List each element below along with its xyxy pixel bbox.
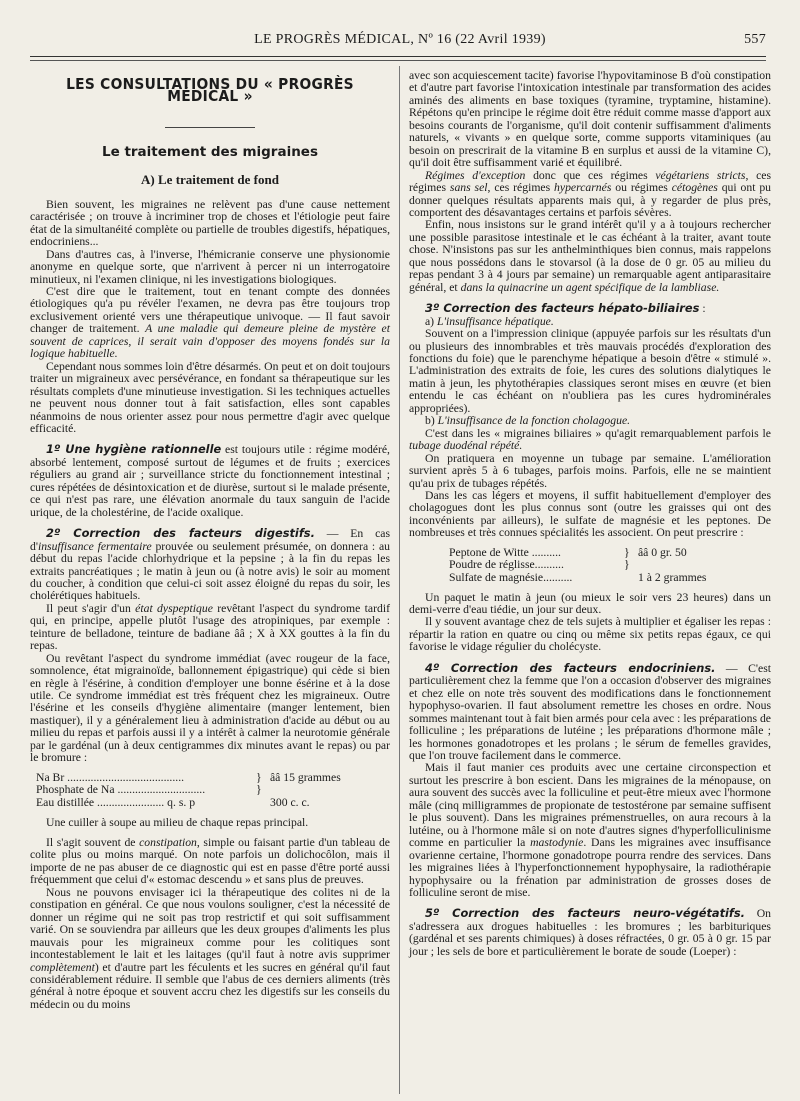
paragraph: On pratiquera en moyenne un tubage par semaine. L'amélioration survient après 5 à 6 tubages, parfois moins. Parfois, elle ne se maintient qu'au prix de tubages répétés. [409, 451, 771, 490]
journal-title: LE PROGRÈS MÉDICAL, Nº 16 (22 Avril 1939) [254, 32, 546, 47]
section-digestive: 2º Correction des facteurs digestifs. — En cas d'insuffisance fermentaire prouvée ou seulement présumée, on donnera : au début du repas l'acide chlorhydrique et la pepsine ; à la fin du repas les extraits pancréatiques ; le matin à jeun ou (à notre avis) le soir au moment du coucher, à condition que celui-ci soit assez éloigné du repas du soir, les cholérétiques habituels. [30, 526, 390, 603]
formula-row: Eau distillée ....................... q. s. p 300 c. c. [36, 795, 310, 809]
paragraph: Nous ne pouvons envisager ici la thérapeutique des colites ni de la constipation en général. Ce que nous voulons souligner, c'est la nécessité de donner un régime qui ne soit pas trop restrictif et qui soit suffisamment varié. On se souviendra par ailleurs que les deux groupes d'aliments les plus mauvais pour les migraineux comme pour les colitiques sont incontestablement le lait et les laitages (qu'il faut à notre avis supprimer complètement) et d'autre part les féculents et les sucres en général qu'il faut considérablement réduire. Il semble que l'abus de ces derniers aliments (très général à notre époque et souvent accru chez les digestifs sur les conseils du médecin ou du moins [30, 885, 390, 1011]
section-heading: 2º Correction des facteurs digestifs. [46, 526, 315, 541]
banner-rule [165, 127, 255, 128]
prescription-formula [36, 772, 366, 810]
formula-row: Peptone de Witte .......... } ââ 0 gr. 50 [449, 545, 687, 559]
paragraph: C'est dire que le traitement, tout en tenant compte des données étiologiques qu'a pu révéler l'examen, ne devra pas être toujours trop exclusivement orienté vers une thérapeutique univoque. — Il faut savoir changer de traitement. A une maladie qui demeure pleine de mystère et souvent de caprices, il serait vain d'opposer des moyens fondés sur la logique habituelle. [30, 284, 390, 361]
paragraph: Ou revêtant l'aspect du syndrome immédiat (avec rougeur de la face, somnolence, état migrainoïde, ballonnement épigastrique) qui cède si bien en règle à l'ésérine, à condition d'employer une bonne ésérine et à la dose utile. Ce syndrome immédiat est très fréquent chez les migraineux. Outre l'ésérine et les conseils d'hygiène alimentaire (manger lentement, bien mastiquer), il y a généralement lieu à administration d'acide au début ou au milieu du repas et parfois aussi il y a intérêt à calmer la neurotomie générale par le gardénal (un à deux centigrammes dix minutes avant le repas) ou par le bromure : [30, 651, 390, 765]
paragraph: Souvent on a l'impression clinique (appuyée parfois sur les résultats d'un ou plusieurs des innombrables et très mauvais procédés d'exploration des fonctions du foie) que le parenchyme hépatique a besoin d'être « stimulé ». L'administration des extraits de foie, les cures des solutions dialytiques le matin à jeun, les phytothérapies classiques seront mises en œuvre (et bien entendu le cas échéant on n'oubliera pas les cures hydrominérales appropriées). [409, 327, 771, 415]
paragraph: Il y souvent avantage chez de tels sujets à multiplier et égaliser les repas : répartir la ration en quatre ou cinq ou même six petits repas égaux, ce qui favorise le vidage régulier du cholécyste. [409, 615, 771, 654]
paragraph: Il s'agit souvent de constipation, simple ou faisant partie d'un tableau de colite plus ou moins marqué. On note parfois un dolichocôlon, mais il importe de ne pas abuser de ce diagnostic qui est en passe d'être porté aussi fréquemment que celui d'« estomac descendu » et sans plus de preuves. [30, 835, 390, 887]
section-heading: 4º Correction des facteurs endocriniens. [425, 660, 716, 675]
subsection-heading: b) L'insuffisance de la fonction cholagogue. [425, 414, 631, 428]
section-hepato-biliary: 3º Correction des facteurs hépato-biliaires : [425, 301, 706, 316]
paragraph: Il peut s'agir d'un état dyspeptique revêtant l'aspect du syndrome tardif qui, en principe, appelle plutôt l'usage des atropiniques, par exemple : teinture de belladone, teinture de badiane ââ ; X à XX gouttes à la fin du repas. [30, 601, 390, 653]
prescription-formula [449, 547, 749, 585]
running-header [30, 32, 770, 52]
paragraph: Enfin, nous insistons sur le grand intérêt qu'il y a à toujours rechercher une possible parasitose intestinale et le cas échéant à la traiter, avant toute chose. N'insistons pas sur les anthelminthiques bien connus, mais rappelons que nous possédons dans le stovarsol (à la dose de 0 gr. 05 au milieu du repas pendant 3 à 4 jours par semaine) un remarquable agent antiparasitaire général, et dans la quinacrine un agent spécifique de la lambliase. [409, 218, 771, 294]
subsection-heading: a) L'insuffisance hépatique. [425, 314, 554, 328]
paragraph: Bien souvent, les migraines ne relèvent pas d'une cause nettement caractérisée ; on trouve à incriminer trop de choses et l'étiologie peut faire état de la simultanéité complète ou partielle de troubles digestifs, hépatiques, endocriniens... [30, 197, 390, 249]
page-number: 557 [744, 32, 766, 47]
section-hygiene: 1º Une hygiène rationnelle est toujours utile : régime modéré, absorbé lentement, composé surtout de légumes et de fruits ; exercices réguliers au grand air ; surveillance stricte du fonctionnement intestinal ; cures répétées de désintoxication et de diurèse, surtout si le malade présente, ce qui n'est pas rare, une élévation anormale du taux sanguin de l'acide urique, de la cholestérine, de l'acide oxalique. [30, 442, 390, 519]
paragraph: C'est dans les « migraines biliaires » qu'agit remarquablement parfois le tubage duodénal répété. [409, 426, 771, 453]
section-heading: 5º Correction des facteurs neuro-végétatifs. [425, 906, 745, 921]
section-heading: 3º Correction des facteurs hépato-biliaires [425, 301, 700, 316]
formula-row: Na Br ........................................ } ââ 15 grammes [36, 770, 341, 784]
paragraph: Régimes d'exception donc que ces régimes végétariens stricts, ces régimes sans sel, ces régimes hypercarnés ou régimes cétogènes qui ont pu donner quelques résultats apparents mais qui, à y regarder de plus près, comportent des désavantages certains et parfois sévères. [409, 168, 772, 219]
paragraph: Dans d'autres cas, à l'inverse, l'hémicranie conserve une physionomie anonyme en quelque sorte, que n'arrivent à percer ni un interrogatoire minutieux, ni l'examen clinique, ni les investigations biologiques. [30, 247, 390, 286]
formula-row: Phosphate de Na .............................. } [36, 783, 262, 797]
section-endocrine: 4º Correction des facteurs endocriniens. — C'est particulièrement chez la femme que l'on a occasion d'observer des migraines et chez elle on note très souvent des modifications dans le fonctionnement hypophyso-ovarien. Il faut absolument remettre les choses en ordre. Nous sommes maintenant tout à fait bien armés pour cela avec : les préparations de folliculine ; les préparations de lutéine ; les préparations d'hormone mâle ; les hormones gonadotropes et les prolans ; le sérum de femelles gravides, que l'on trouve facilement dans le commerce. [409, 660, 771, 762]
article-subtitle: A) Le traitement de fond [141, 172, 279, 188]
formula-row: Sulfate de magnésie.......... 1 à 2 grammes [449, 570, 707, 584]
paragraph: Une cuiller à soupe au milieu de chaque repas principal. [46, 815, 309, 829]
article-title: Le traitement des migraines [101, 143, 318, 160]
section-banner: LES CONSULTATIONS DU « PROGRÈS MÉDICAL » [66, 75, 354, 106]
header-rule-thin [30, 60, 766, 61]
paragraph: Cependant nous sommes loin d'être désarmés. On peut et on doit toujours traiter un migraineux avec persévérance, en fondant sa thérapeutique sur les résultats complets d'une minutieuse investigation. Si les techniques actuelles ne peuvent nous donner tout à fait satisfaction, elles sont capables néanmoins de nous orienter assez pour nous permettre d'agir avec quelque efficacité. [30, 359, 390, 435]
left-column [30, 70, 390, 1011]
section-heading: 1º Une hygiène rationnelle [46, 442, 222, 457]
paragraph: Dans les cas légers et moyens, il suffit habituellement d'employer des cholagogues dont les plus connus sont (outre les graisses qui ont des inconvénients par ailleurs), le sulfate de magnésie et les peptones. De nombreuses et très connues spécialités les associent. On peut prescrire : [409, 488, 771, 540]
right-column [409, 70, 771, 958]
column-divider [399, 66, 400, 1094]
paragraph: avec son acquiescement tacite) favorise l'hypovitaminose B d'où constipation et d'autre part favorise l'intoxication intestinale par transformation des acides aminés des aliments en base toxiques (tyramine, tryptamine, histamine). Répétons qu'en principe le régime doit être réduit comme masse d'apport aux besoins courants de l'organisme, qu'il doit contenir suffisamment d'aliments naturels, « vivants » en quelque sorte, comme supports vitaminiques (au besoin on prescrirait de la vitamine B en surplus et aussi de la vitamine C), qu'il doit être suffisamment varié et équilibré. [409, 69, 771, 170]
section-neuro-vegetative: 5º Correction des facteurs neuro-végétatifs. On s'adressera aux drogues habituelles : les bromures ; les barbituriques (gardénal et ses parents chimiques) à doses réfractées, 0 gr. 05 à 0 gr. 15 par jour ; les sels de bore et particulièrement le borate de soude (Loeper) : [409, 906, 771, 958]
header-rule [30, 56, 766, 57]
paragraph: Un paquet le matin à jeun (ou mieux le soir vers 23 heures) dans un demi-verre d'eau tiédie, un jour sur deux. [409, 590, 771, 616]
paragraph: Mais il faut manier ces produits avec une certaine circonspection et surtout les prescrire à bon escient. Dans les migraines de la ménopause, on aura souvent des succès avec la folliculine et peut-être mieux avec l'hormone mâle (cinq milligrammes de propionate de testostérone par semaine suffisent le plus souvent). Dans les migraines prémenstruelles, on aura recours à la lutéine, ou à l'hormone mâle si on note d'autres signes d'hyperfolliculinisme comme en particulier la mastodynie. Dans les migraines avec insuffisance ovarienne certaine, l'hormone gonadotrope pourra rendre des services. Dans les migraines liées à l'hyperfonctionnement hypophysaire, la radiothérapie hypophysaire ou la frénation par administration de grosses doses de folliculine seront de mise. [409, 761, 771, 899]
formula-row: Poudre de réglisse.......... } [449, 558, 630, 572]
